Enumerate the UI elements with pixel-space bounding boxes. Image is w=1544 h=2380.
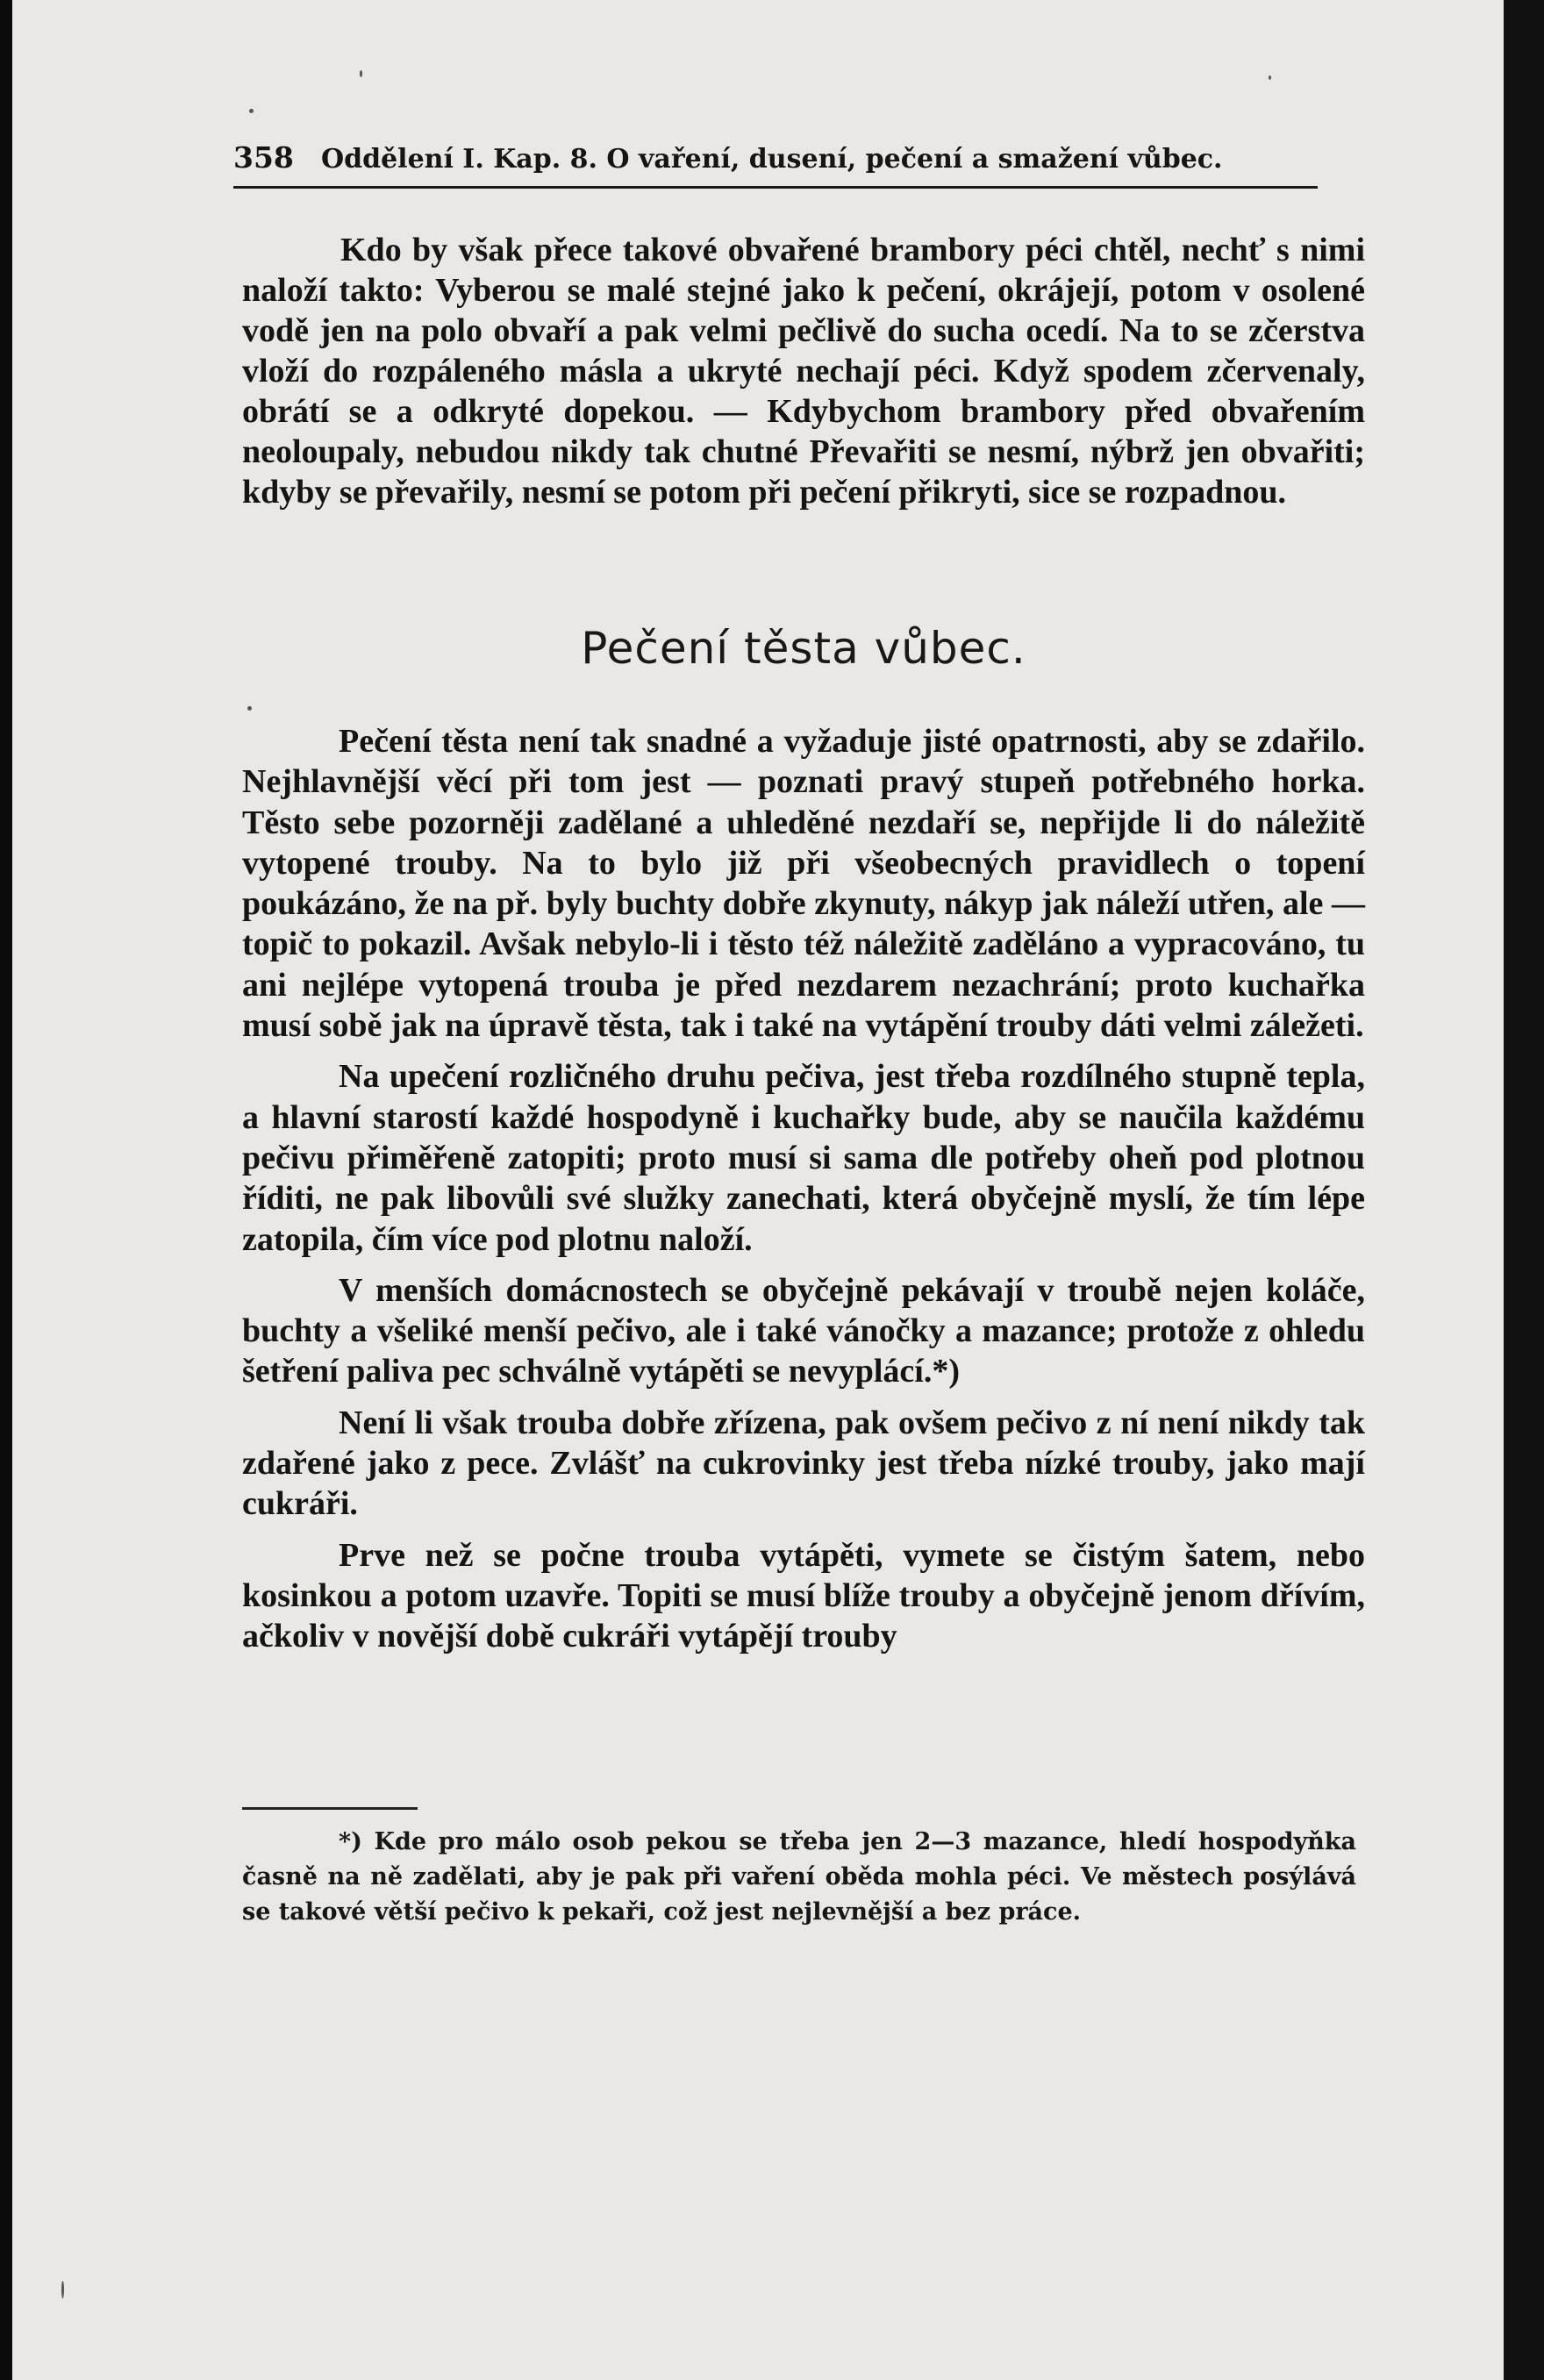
section-paragraph: Není li však trouba dobře zřízena, pak ovšem pečivo z ní není nikdy tak zdařené jako z pece. Zvlášť na cukrovinky jest třeba nízké trouby, jako mají cukráři. — [242, 1404, 1365, 1523]
section-paragraph: V menších domácnostech se obyčejně pekávají v troubě nejen koláče, buchty a všeliké menší pečivo, ale i také vánočky a mazance; protože z ohledu šetření paliva pec schválně vytápěti se nevyplácí.*) — [242, 1271, 1365, 1390]
section-paragraph: Pečení těsta není tak snadné a vyžaduje jisté opatrnosti, aby se zdařilo. Nejhlavnější věcí při tom jest — poznati pravý stupeň potřebného horka. Těsto sebe pozorněji zadělané a uhleděné nezdaří se, nepřijde li do náležitě vytopené trouby. Na to bylo již při všeobecných pravidlech o topení poukázáno, že na př. byly buchty dobře zkynuty, nákyp jak náleží utřen, ale — topič to pokazil. Avšak nebylo-li i těsto též náležitě zaděláno a vypracováno, tu ani nejlépe vytopená trouba je před nezdarem nezachrání; proto kuchařka musí sobě jak na úpravě těsta, tak i také na vytápění trouby dáti velmi záležeti. — [242, 723, 1365, 1045]
footnote-text: *) Kde pro málo osob pekou se třeba jen 2—3 mazance, hledí hospodyňka časně na ně zadělati, aby je pak při vaření oběda mohla péci. Ve městech posýlává se takové větší pečivo k pekaři, což jest nejlevnější a bez práce. — [242, 1828, 1356, 1926]
section-title: Pečení těsta vůbec. — [581, 623, 1026, 674]
section-paragraph: Prve než se počne trouba vytápěti, vymete se čistým šatem, nebo kosinkou a potom uzavře. Topiti se musí blíže trouby a obyčejně jenom dřívím, ačkoliv v novější době cukráři vytápějí trouby — [242, 1536, 1365, 1655]
footnote — [242, 1825, 1356, 1930]
print-speck — [249, 109, 254, 113]
print-speck — [247, 706, 252, 711]
header-rule — [233, 186, 1318, 189]
print-speck — [1269, 75, 1271, 80]
intro-paragraph — [242, 230, 1365, 512]
running-title: Oddělení I. Kap. 8. O vaření, dusení, pečení a smažení vůbec. — [321, 144, 1223, 175]
page-number: 358 — [233, 140, 294, 175]
intro-paragraph-text: Kdo by však přece takové obvařené brambory péci chtěl, nechť s nimi naloží takto: Vyberou se malé stejné jako k pečení, okrájejí, potom v osolené vodě jen na polo obvaří a pak velmi pečlivě do sucha ocedí. Na to se zčerstva vloží do rozpáleného másla a ukryté nechají péci. Když spodem zčervenaly, obrátí se a odkryté dopekou. — Kdybychom brambory před obvařením neoloupaly, nebudou nikdy tak chutné Převařiti se nesmí, nýbrž jen obvařiti; kdyby se převařily, nesmí se potom při pečení přikryti, sice se rozpadnou. — [242, 232, 1365, 511]
book-page — [12, 0, 1504, 2380]
print-speck — [61, 2281, 64, 2298]
running-header — [233, 140, 1318, 179]
footnote-rule — [242, 1807, 418, 1810]
section-body — [242, 721, 1365, 1668]
section-paragraph: Na upečení rozličného druhu pečiva, jest třeba rozdílného stupně tepla, a hlavní starostí každé hospodyně i kuchařky bude, aby se naučila každému pečivu přiměřeně zatopiti; proto musí si sama dle potřeby oheň pod plotnou říditi, ne pak libovůli své služky zanechati, která obyčejně myslí, že tím lépe zatopila, čím více pod plotnu naloží. — [242, 1058, 1365, 1258]
scan-edge — [1504, 0, 1544, 2380]
print-speck — [360, 70, 362, 77]
